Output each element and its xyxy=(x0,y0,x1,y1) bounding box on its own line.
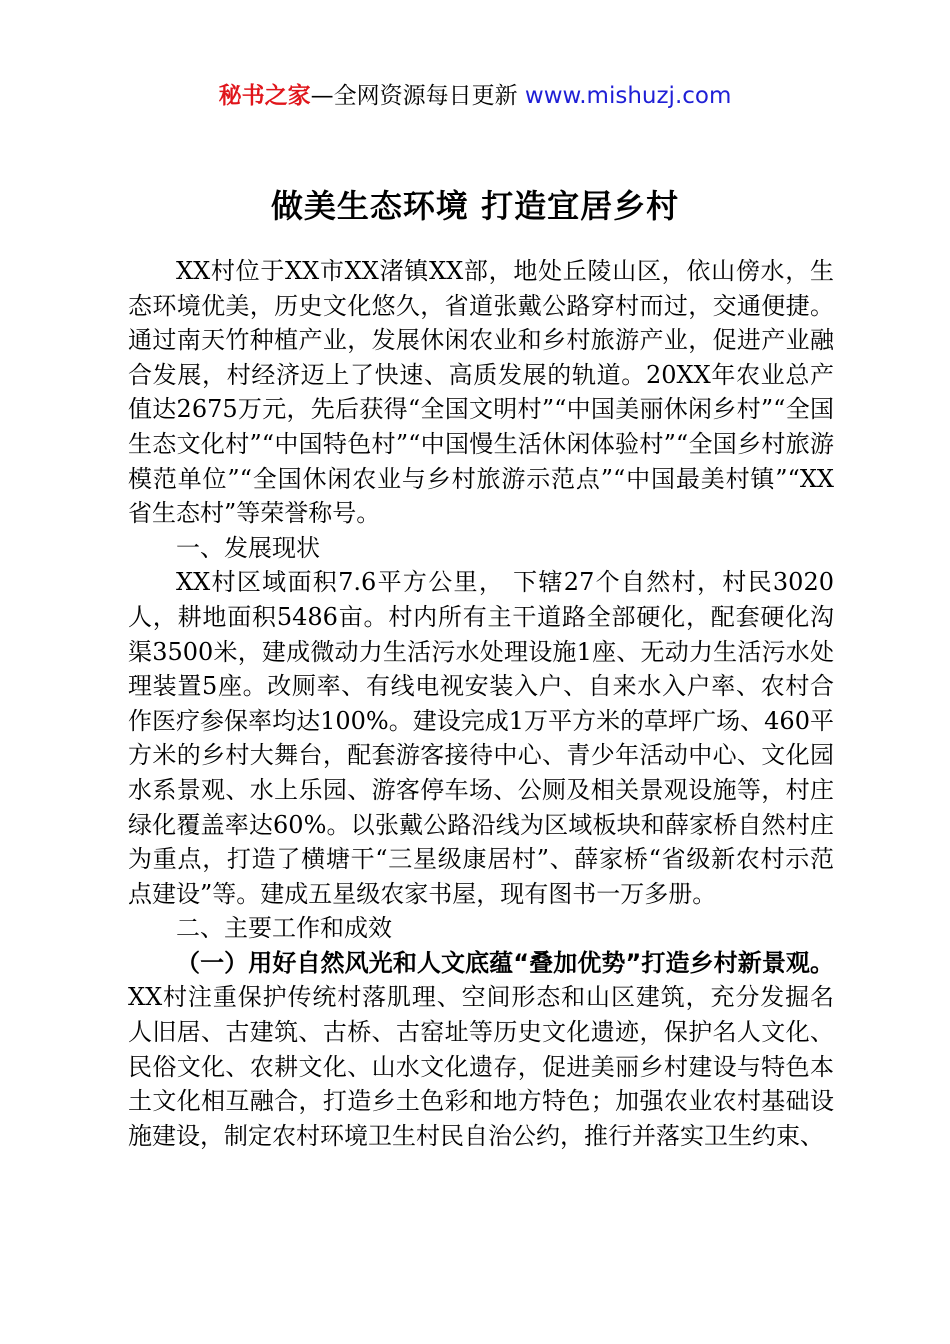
subsection-title: （一）用好自然风光和人文底蕴“叠加优势”打造乡村新景观。 xyxy=(176,948,834,977)
site-url-link[interactable]: www.mishuzj.com xyxy=(524,83,732,109)
site-slogan: —全网资源每日更新 xyxy=(310,83,525,109)
subsection-paragraph xyxy=(128,946,834,1154)
intro-paragraph: XX村位于XX市XX渚镇XX部，地处丘陵山区，依山傍水，生态环境优美，历史文化悠久，省道张戴公路穿村而过，交通便捷。通过南天竹种植产业，发展休闲农业和乡村旅游产业，促进产业融合发展，村经济迈上了快速、高质发展的轨道。20XX年农业总产值达2675万元，先后获得“全国文明村”“中国美丽休闲乡村”“全国生态文化村”“中国特色村”“中国慢生活休闲体验村”“全国乡村旅游模范单位”“全国休闲农业与乡村旅游示范点”“中国最美村镇”“XX省生态村”等荣誉称号。 xyxy=(128,257,834,528)
section-heading-work: 二、主要工作和成效 xyxy=(176,914,392,943)
subsection-body: XX村注重保护传统村落肌理、空间形态和山区建筑，充分发掘名人旧居、古建筑、古桥、古窑址等历史文化遗迹，保护名人文化、民俗文化、农耕文化、山水文化遗存，促进美丽乡村建设与特色本土文化相互融合，打造乡土色彩和地方特色；加强农业农村基础设施建设，制定农村环境卫生村民自治公约，推行并落实卫生约束、 xyxy=(128,983,834,1150)
document-body xyxy=(128,254,834,1153)
site-brand: 秘书之家 xyxy=(218,83,311,109)
document-title: 做美生态环境 打造宜居乡村 xyxy=(270,187,680,225)
site-header xyxy=(0,80,950,112)
section-heading-status: 一、发展现状 xyxy=(176,533,320,562)
status-paragraph: XX村区域面积7.6平方公里， 下辖27个自然村，村民3020人，耕地面积5486亩。村内所有主干道路全部硬化，配套硬化沟渠3500米，建成微动力生活污水处理设施1座、无动力生活污水处理装置5座。改厕率、有线电视安装入户、自来水入户率、农村合作医疗参保率均达100%。建设完成1万平方米的草坪广场、460平方米的乡村大舞台，配套游客接待中心、青少年活动中心、文化园水系景观、水上乐园、游客停车场、公厕及相关景观设施等，村庄绿化覆盖率达60%。以张戴公路沿线为区域板块和薛家桥自然村庄为重点，打造了横塘干“三星级康居村”、薛家桥“省级新农村示范点建设”等。建成五星级农家书屋，现有图书一万多册。 xyxy=(128,568,834,908)
